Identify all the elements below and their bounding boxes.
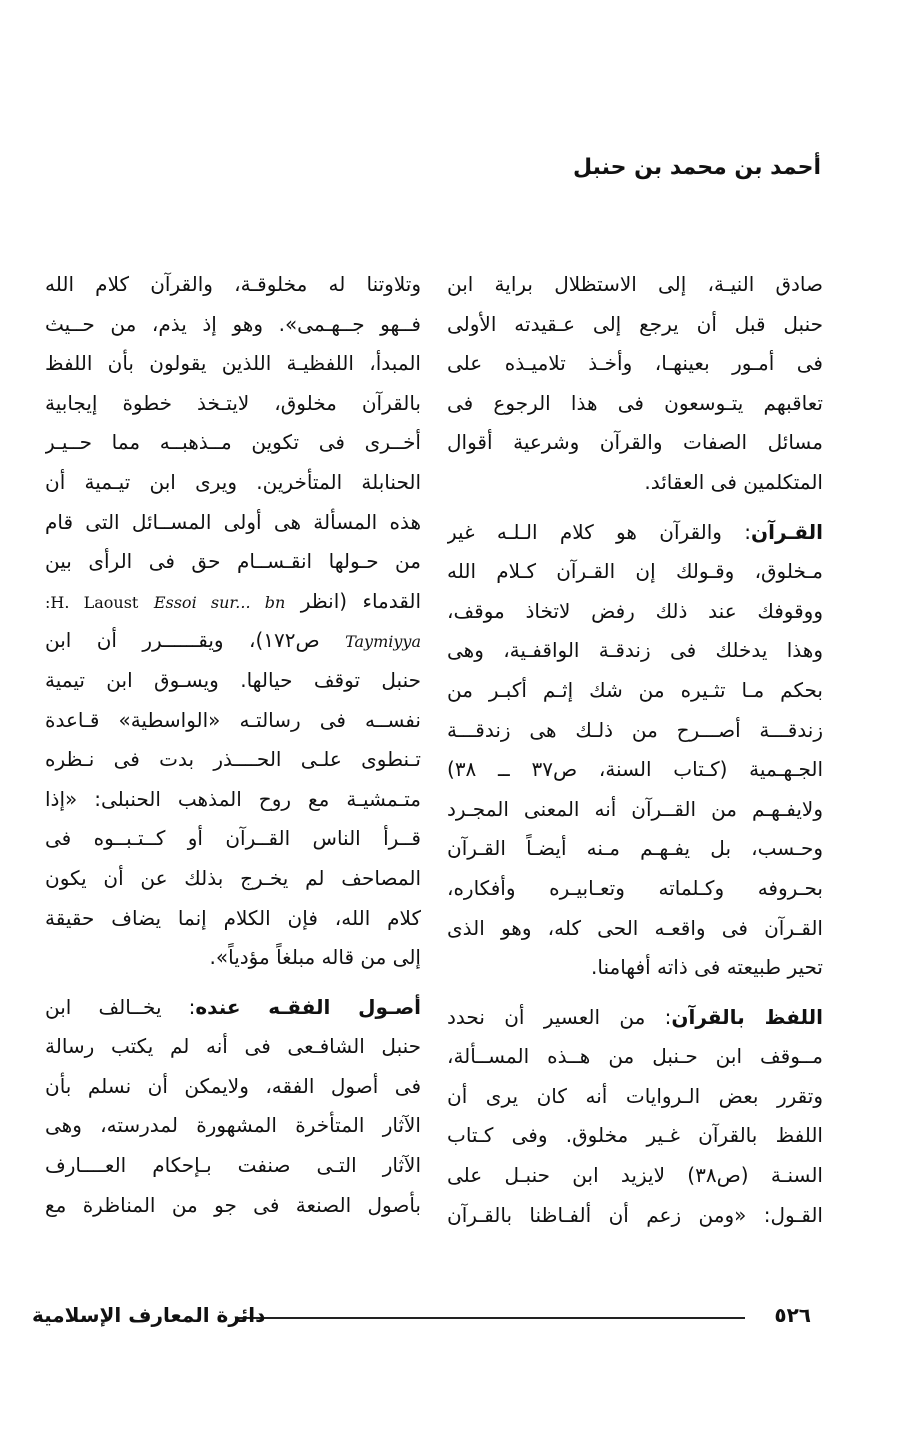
text-line: ووقوفك عند ذلك رفض لاتخاذ موقف، — [447, 598, 823, 623]
text-line: القـول: «ومن زعم أن ألفـاظنا بالقـرآن — [447, 1202, 823, 1227]
citation-line — [45, 582, 421, 622]
text-line: وتقرر بعض الـروايات أنه كان يرى أن — [447, 1083, 823, 1108]
text-line: بحـروفه وكـلماته وتعـابيـره وأفكاره، — [447, 875, 823, 900]
text-line: المبدأ، اللفظيـة اللذين يقولون بأن اللفظ — [45, 351, 421, 376]
text-line: تـنطوى علـى الحــــذر بدت فى نـظره — [45, 747, 421, 772]
text-fragment: : والقرآن هو كلام الـلـه غير — [447, 519, 752, 544]
text-line: وتلاوتنا له مخلوقـة، والقرآن كلام الله — [45, 272, 421, 296]
paragraph — [447, 265, 823, 503]
paragraph-usul-fiqh — [45, 988, 421, 1226]
citation-title: Taymiyya — [345, 632, 421, 652]
running-header-title: أحمد بن محمد بن حنبل — [573, 155, 821, 180]
text-line: زندقـــة أصـــرح من ذلـك هى زندقـــة — [447, 717, 823, 742]
text-fragment: : يخــالف ابن — [45, 994, 196, 1019]
left-column — [45, 265, 421, 1225]
publication-title: دائرة المعارف الإسلامية — [32, 1303, 266, 1327]
text-line: متـمشيـة مع روح المذهب الحنبلى: «إذا — [45, 786, 421, 811]
text-line: السنـة (ص٣٨) لايزيد ابن حنبـل على — [447, 1163, 823, 1188]
text-line: وهذا يدخلك فى زندقـة الواقفـية، وهى — [447, 638, 823, 663]
section-term: أصـول الفقـه عنده — [195, 994, 421, 1019]
text-line: حنبل الشافـعى فى أنه لم يكتب رسالة — [45, 1034, 421, 1059]
text-line: اللفظ بالقرآن غـير مخلوق. وفى كـتاب — [447, 1123, 823, 1148]
text-line: فــهو جــهـمى». وهو إذ يذم، من حــيث — [45, 311, 421, 336]
text-line: بأصول الصنعة فى جو من المناظرة مع — [45, 1192, 421, 1217]
text-line: نفســه فى رسالتـه «الواسطية» قـاعدة — [45, 707, 421, 732]
text-line — [447, 998, 823, 1038]
text-line: صادق النيـة، إلى الاستظلال براية ابن — [447, 272, 823, 296]
text-line: مــوقف ابن حـنبل من هــذه المســألة، — [447, 1044, 823, 1069]
paragraph-lafz — [447, 998, 823, 1236]
paragraph-quran — [447, 513, 823, 988]
text-line: قــرأ الناس القــرآن أو كــتـبــوه فى — [45, 826, 421, 851]
text-line: المصاحف لم يخـرج بذلك عن أن يكون — [45, 865, 421, 890]
text-line: حنبل توقف حيالها. ويسـوق ابن تيمية — [45, 667, 421, 692]
citation-author: :H. Laoust — [45, 592, 139, 612]
text-line: وحـسب، بل يفـهـم مـنه أيضـاً القـرآن — [447, 836, 823, 861]
text-fragment: القدماء (انظر — [300, 588, 421, 613]
text-line — [45, 988, 421, 1028]
text-line: مـخلوق، وقـولك إن القـرآن كـلام الله — [447, 559, 823, 584]
text-line: كلام الله، فإن الكلام إنما يضاف حقيقة — [45, 905, 421, 930]
text-fragment: ص١٧٢)، ويقــــــرر أن ابن — [45, 628, 346, 653]
text-fragment: : من العسير أن نحدد — [447, 1004, 672, 1029]
page-number: ٥٢٦ — [774, 1303, 811, 1327]
text-line: إلى من قاله مبلغاً مؤدياً». — [209, 945, 421, 970]
text-line: مسائل الصفات والقرآن وشرعية أقوال — [447, 430, 823, 455]
text-line: بالقرآن مخلوق، لايتـخذ خطوة إيجابية — [45, 390, 421, 415]
text-line: القـرآن فى واقعـه الحى كله، وهو الذى — [447, 915, 823, 940]
section-term: اللفظ بالقرآن — [671, 1004, 823, 1029]
text-line: من حـولها انقـســام حق فى الرأى بين — [45, 549, 421, 574]
text-line: الآثار المتأخرة المشهورة لمدرسته، وهى — [45, 1113, 421, 1138]
text-line: تحير طبيعته فى ذاته أفهامنا. — [591, 955, 823, 980]
section-term: القـرآن — [751, 519, 823, 544]
text-line: حنبل قبل أن يرجع إلى عـقيدته الأولى — [447, 311, 823, 336]
page-footer — [0, 1303, 921, 1333]
text-line — [447, 513, 823, 553]
footer-divider — [235, 1317, 745, 1319]
text-line: أخــرى فى تكوين مــذهبــه مما حــيـر — [45, 430, 421, 455]
text-line: هذه المسألة هى أولى المســائل التى قام — [45, 509, 421, 534]
right-column — [447, 265, 823, 1235]
text-line: ولايفـهـم من القــرآن أنه المعنى المجـرد — [447, 796, 823, 821]
text-line: تعاقبهم يتـوسعون فى هذا الرجوع فى — [447, 390, 823, 415]
paragraph — [45, 265, 421, 978]
text-line: فى أصول الفقه، ولايمكن أن نسلم بأن — [45, 1073, 421, 1098]
text-line: الآثار التـى صنفت بـإحكام العــــارف — [45, 1153, 421, 1178]
text-line: المتكلمين فى العقائد. — [644, 469, 823, 494]
citation-line — [45, 621, 421, 661]
text-line: بحكم مـا تثـيره من شك إثـم أكبـر من — [447, 677, 823, 702]
text-line: الجـهـمية (كـتاب السنة، ص٣٧ ــ ٣٨) — [447, 757, 823, 782]
citation-title: Essoi sur... bn — [153, 592, 286, 612]
text-line: فى أمـور بعينهـا، وأخـذ تلاميـذه على — [447, 351, 823, 376]
text-line: الحنابلة المتأخرين. ويرى ابن تيـمية أن — [45, 469, 421, 494]
